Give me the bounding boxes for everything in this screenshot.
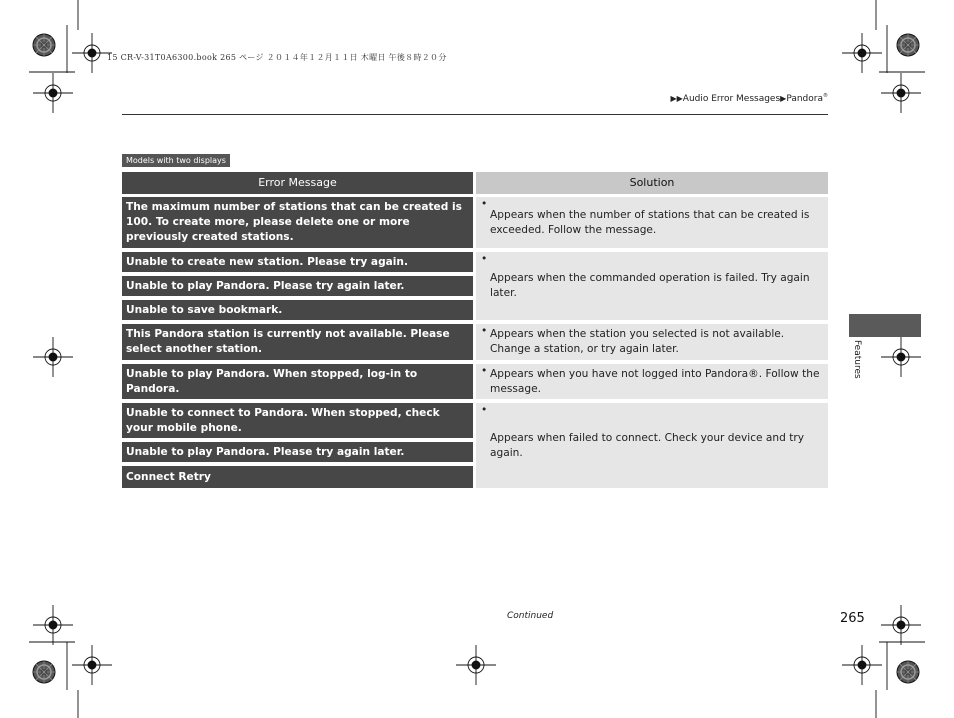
solution-cell xyxy=(476,252,828,320)
solution-cell xyxy=(476,403,828,488)
bullet-icon: • xyxy=(481,253,488,265)
solution-cell xyxy=(476,364,828,399)
error-message-cell xyxy=(122,252,473,272)
error-message-text: Unable to create new station. Please try again. xyxy=(126,255,409,268)
breadcrumb-separator-icon: ▶ xyxy=(780,94,787,103)
section-side-tab xyxy=(849,314,921,337)
breadcrumb-page: Pandora xyxy=(786,94,823,104)
error-message-text: Unable to save bookmark. xyxy=(126,303,283,316)
solution-text: Appears when the number of stations that can be created is exceeded. Follow the message. xyxy=(490,208,810,236)
section-side-label: Features xyxy=(852,340,862,379)
error-message-text: This Pandora station is currently not available. Please select another station. xyxy=(126,328,450,355)
registered-mark: ® xyxy=(823,93,828,99)
header-solution: Solution xyxy=(476,172,828,194)
solution-text: Appears when the station you selected is not available. Change a station, or try again later. xyxy=(490,328,785,355)
error-message-text: Connect Retry xyxy=(126,470,211,483)
models-tag: Models with two displays xyxy=(122,154,230,167)
breadcrumb xyxy=(670,93,828,104)
solution-text: Appears when the commanded operation is failed. Try again later. xyxy=(490,272,810,299)
solution-cell xyxy=(476,197,828,248)
header-error-message: Error Message xyxy=(122,172,473,194)
error-message-text: Unable to play Pandora. When stopped, log-in to Pandora. xyxy=(126,367,418,395)
error-message-cell xyxy=(122,276,473,296)
breadcrumb-section: Audio Error Messages xyxy=(682,94,781,104)
continued-label: Continued xyxy=(507,611,554,621)
solution-text: Appears when failed to connect. Check your device and try again. xyxy=(490,431,804,459)
header-rule xyxy=(122,114,828,115)
bullet-icon: • xyxy=(481,325,488,337)
error-message-cell xyxy=(122,300,473,320)
error-message-cell xyxy=(122,364,473,399)
error-message-cell xyxy=(122,442,473,462)
error-message-text: Unable to play Pandora. Please try again later. xyxy=(126,445,405,458)
error-message-text: The maximum number of stations that can be created is 100. To create more, please delete one or more previously created stations. xyxy=(126,201,462,243)
error-message-cell xyxy=(122,466,473,488)
bullet-icon: • xyxy=(481,365,488,377)
error-message-cell xyxy=(122,403,473,438)
error-message-text: Unable to play Pandora. Please try again later. xyxy=(126,279,405,292)
bullet-icon: • xyxy=(481,404,488,416)
breadcrumb-arrows-icon: ▶▶ xyxy=(670,94,683,103)
error-message-cell xyxy=(122,197,473,248)
solution-text: Appears when you have not logged into Pandora®. Follow the message. xyxy=(490,367,820,395)
page-number: 265 xyxy=(840,611,865,626)
error-message-text: Unable to connect to Pandora. When stopped, check your mobile phone. xyxy=(126,406,440,434)
bullet-icon: • xyxy=(481,198,488,210)
print-info-line: 15 CR-V-31T0A6300.book 265 ページ ２０１４年１２月１１日 木曜日 午後８時２０分 xyxy=(107,53,447,62)
solution-cell xyxy=(476,324,828,360)
error-message-cell xyxy=(122,324,473,360)
